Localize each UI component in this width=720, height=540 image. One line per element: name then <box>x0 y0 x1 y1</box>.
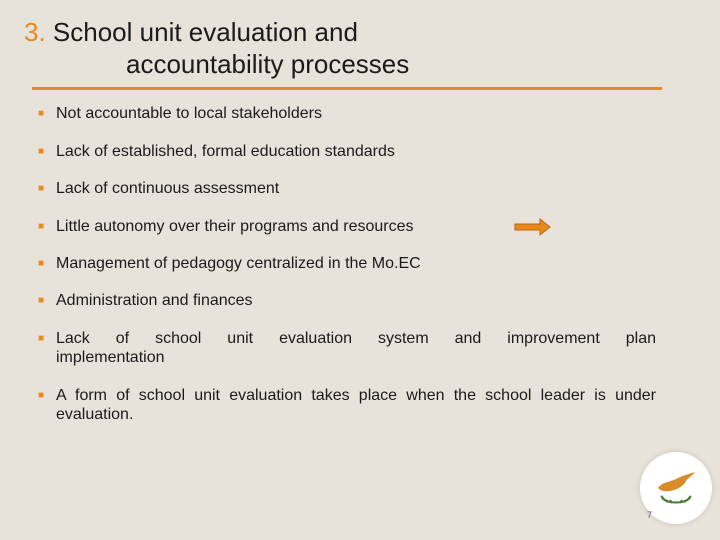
title-line-2: accountability processes <box>126 49 410 79</box>
bullet-marker-icon: ■ <box>38 146 45 157</box>
title-number: 3. <box>24 17 46 47</box>
bullet-item <box>38 329 656 367</box>
bullet-item <box>38 254 656 273</box>
bullet-text: Lack of continuous assessment <box>56 180 280 197</box>
bullet-item <box>38 104 656 123</box>
bullet-text: Little autonomy over their programs and resources <box>56 218 414 235</box>
bullet-text: Lack of established, formal education standards <box>56 143 395 160</box>
bullet-item <box>38 179 656 198</box>
bullet-item <box>38 142 656 161</box>
title-divider <box>32 87 662 90</box>
bullet-text: Administration and finances <box>56 292 253 309</box>
right-arrow-icon <box>514 217 552 237</box>
bullet-marker-icon: ■ <box>38 221 45 232</box>
bullet-marker-icon: ■ <box>38 258 45 269</box>
bullet-text: Not accountable to local stakeholders <box>56 105 322 122</box>
title-line-1: School unit evaluation and <box>52 17 358 47</box>
bullet-text: A form of school unit evaluation takes place when the school leader is under evaluation. <box>56 387 656 423</box>
bullet-text: Lack of school unit evaluation system and improvement plan implementation <box>56 330 656 366</box>
page-number: 7 <box>647 510 653 520</box>
bullet-marker-icon: ■ <box>38 183 45 194</box>
slide-title <box>24 16 544 80</box>
bullet-marker-icon: ■ <box>38 295 45 306</box>
bullet-marker-icon: ■ <box>38 108 45 119</box>
bullet-item <box>38 217 656 236</box>
bullet-item <box>38 291 656 310</box>
bullet-item <box>38 386 656 424</box>
bullet-text: Management of pedagogy centralized in the Mo.EC <box>56 255 421 272</box>
bullet-marker-icon: ■ <box>38 333 45 344</box>
bullet-marker-icon: ■ <box>38 390 45 401</box>
